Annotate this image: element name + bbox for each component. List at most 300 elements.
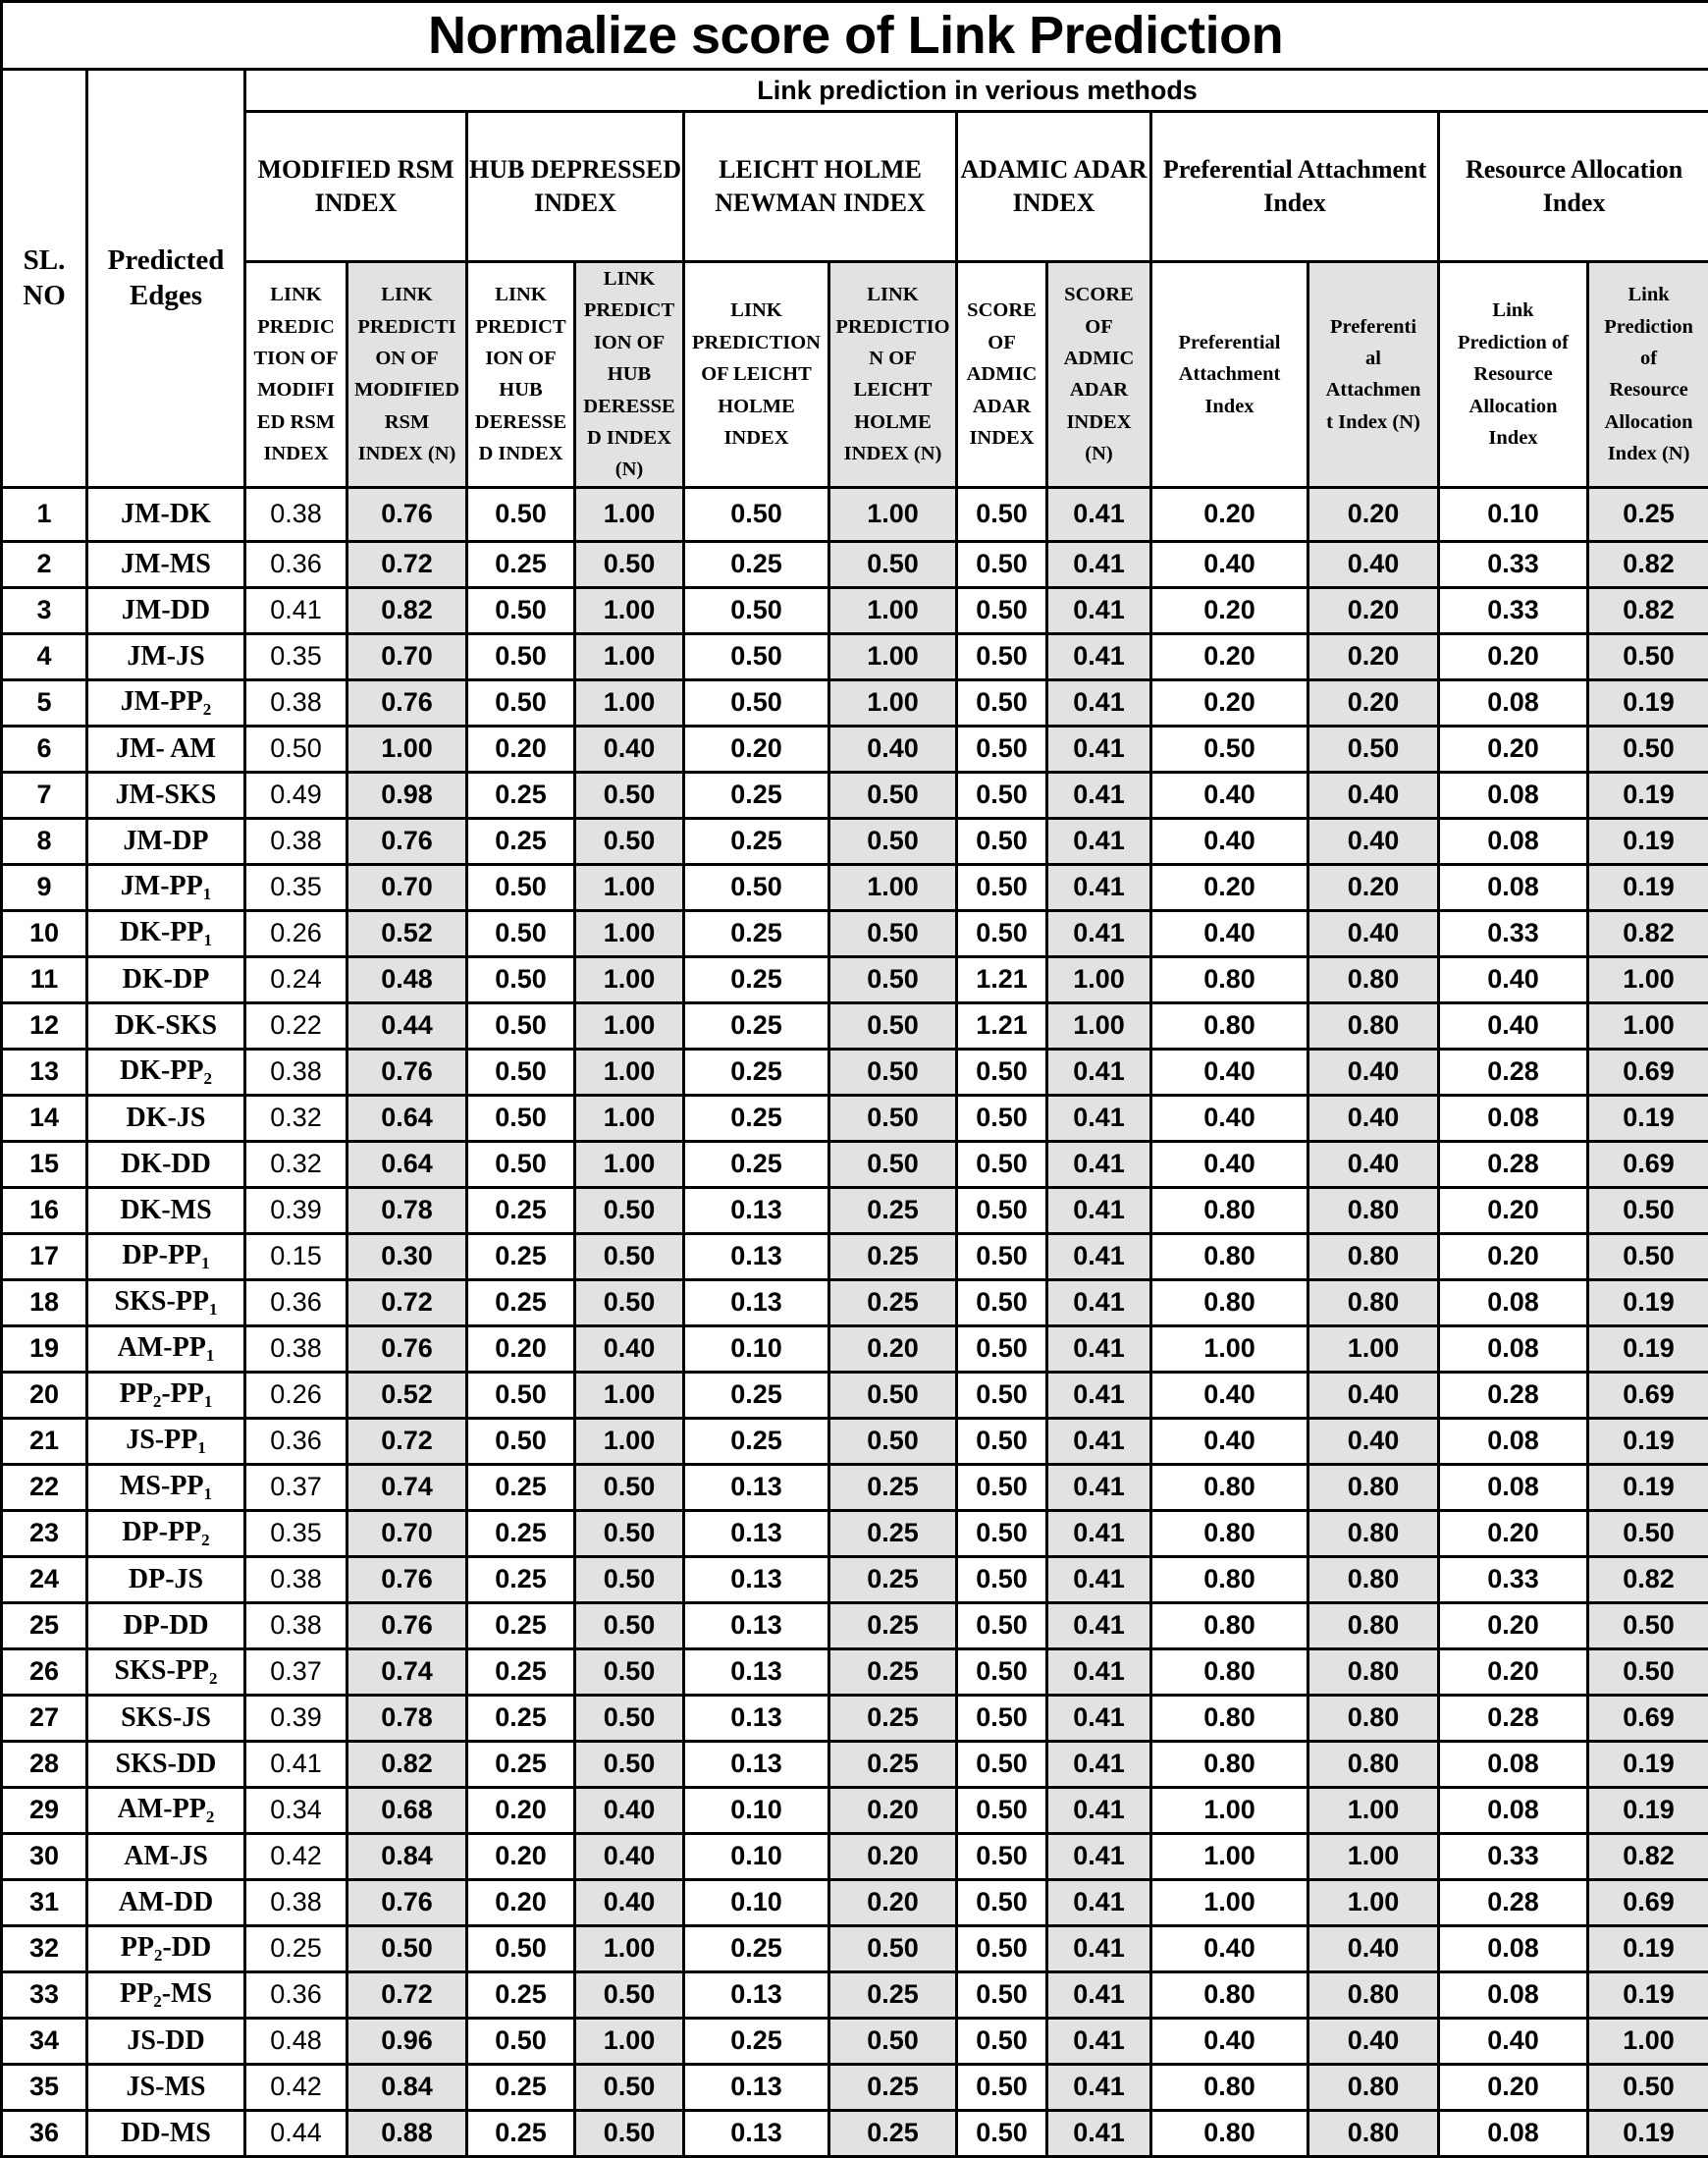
- score-cell-hub-depressed-normalized: 0.50: [575, 1648, 684, 1695]
- column-header-line: SCORE: [958, 295, 1045, 326]
- column-header-line: t Index (N): [1309, 406, 1437, 438]
- score-cell-preferential-attachment-normalized: 0.40: [1308, 541, 1439, 587]
- score-cell-modified-rsm-raw: 0.38: [245, 679, 347, 726]
- score-cell-adamic-adar-normalized: 0.41: [1047, 1418, 1151, 1464]
- score-cell-hub-depressed-raw: 0.50: [467, 910, 575, 956]
- column-header-line: Prediction: [1589, 311, 1708, 343]
- score-cell-hub-depressed-normalized: 0.40: [575, 1787, 684, 1833]
- table-row: [2, 1049, 1708, 1095]
- score-cell-preferential-attachment-normalized: 0.80: [1308, 1741, 1439, 1787]
- score-cell-hub-depressed-raw: 0.50: [467, 1141, 575, 1187]
- score-cell-preferential-attachment-normalized: 0.20: [1308, 864, 1439, 910]
- score-cell-leicht-holme-newman-normalized: 0.50: [829, 1049, 957, 1095]
- score-cell-modified-rsm-normalized: 0.68: [347, 1787, 467, 1833]
- score-cell-resource-allocation-raw: 0.28: [1439, 1141, 1588, 1187]
- score-cell-leicht-holme-newman-normalized: 0.20: [829, 1879, 957, 1925]
- score-cell-resource-allocation-normalized: 0.69: [1588, 1141, 1708, 1187]
- score-cell-preferential-attachment-normalized: 0.80: [1308, 1556, 1439, 1602]
- score-cell-preferential-attachment-normalized: 0.40: [1308, 1418, 1439, 1464]
- score-cell-hub-depressed-normalized: 1.00: [575, 1141, 684, 1187]
- score-cell-preferential-attachment-raw: 0.20: [1151, 864, 1308, 910]
- score-cell-leicht-holme-newman-raw: 0.10: [684, 1879, 829, 1925]
- predicted-edge-cell: [87, 1279, 245, 1325]
- sl-no-header: SL. NO: [2, 70, 87, 488]
- score-cell-adamic-adar-normalized: 0.41: [1047, 2110, 1151, 2156]
- column-header-line: INDEX: [1048, 406, 1149, 438]
- score-cell-modified-rsm-normalized: 0.76: [347, 487, 467, 541]
- column-header-line: HOLME: [830, 406, 955, 438]
- score-cell-resource-allocation-normalized: 0.50: [1588, 1648, 1708, 1695]
- score-cell-modified-rsm-normalized: 0.48: [347, 956, 467, 1002]
- table-row: [2, 1741, 1708, 1787]
- score-cell-leicht-holme-newman-raw: 0.13: [684, 1602, 829, 1648]
- score-cell-adamic-adar-raw: 0.50: [957, 2064, 1047, 2110]
- edge-text: JM-PP: [121, 871, 203, 901]
- score-cell-adamic-adar-raw: 0.50: [957, 1325, 1047, 1372]
- score-cell-adamic-adar-raw: 0.50: [957, 818, 1047, 864]
- sl-no-cell: 36: [2, 2110, 87, 2156]
- score-cell-hub-depressed-normalized: 0.50: [575, 818, 684, 864]
- score-cell-resource-allocation-normalized: 0.19: [1588, 1279, 1708, 1325]
- score-cell-modified-rsm-normalized: 0.70: [347, 633, 467, 679]
- score-cell-resource-allocation-raw: 0.28: [1439, 1879, 1588, 1925]
- score-cell-adamic-adar-normalized: 0.41: [1047, 726, 1151, 772]
- score-cell-preferential-attachment-normalized: 0.40: [1308, 818, 1439, 864]
- score-cell-hub-depressed-raw: 0.25: [467, 2110, 575, 2156]
- score-cell-leicht-holme-newman-normalized: 0.25: [829, 1464, 957, 1510]
- score-cell-adamic-adar-raw: 0.50: [957, 587, 1047, 633]
- score-cell-modified-rsm-normalized: 0.64: [347, 1141, 467, 1187]
- score-cell-hub-depressed-normalized: 0.50: [575, 1233, 684, 1279]
- score-cell-preferential-attachment-raw: 1.00: [1151, 1879, 1308, 1925]
- score-cell-adamic-adar-raw: 0.50: [957, 1095, 1047, 1141]
- score-cell-hub-depressed-raw: 0.20: [467, 1879, 575, 1925]
- score-cell-leicht-holme-newman-raw: 0.25: [684, 541, 829, 587]
- predicted-edge-cell: [87, 956, 245, 1002]
- edge-subscript: 1: [203, 885, 212, 903]
- score-cell-hub-depressed-normalized: 1.00: [575, 864, 684, 910]
- edge-text: DK-JS: [127, 1103, 206, 1133]
- score-cell-adamic-adar-normalized: 1.00: [1047, 956, 1151, 1002]
- score-cell-modified-rsm-normalized: 0.70: [347, 1510, 467, 1556]
- edge-text: MS-PP: [120, 1471, 204, 1501]
- score-cell-modified-rsm-raw: 0.25: [245, 1925, 347, 1971]
- score-cell-resource-allocation-raw: 0.20: [1439, 1233, 1588, 1279]
- predicted-edge-cell: [87, 1833, 245, 1879]
- score-cell-resource-allocation-raw: 0.33: [1439, 587, 1588, 633]
- column-header-line: MODIFI: [246, 374, 346, 405]
- sl-no-cell: 20: [2, 1372, 87, 1418]
- edge-subscript: 2: [201, 1531, 210, 1549]
- column-header-line: INDEX (N): [830, 438, 955, 469]
- score-cell-modified-rsm-raw: 0.32: [245, 1095, 347, 1141]
- score-cell-preferential-attachment-normalized: 0.40: [1308, 772, 1439, 818]
- score-cell-resource-allocation-raw: 0.08: [1439, 1787, 1588, 1833]
- score-cell-adamic-adar-normalized: 0.41: [1047, 2018, 1151, 2064]
- score-cell-resource-allocation-raw: 0.08: [1439, 1741, 1588, 1787]
- score-cell-hub-depressed-raw: 0.20: [467, 1833, 575, 1879]
- score-cell-preferential-attachment-normalized: 0.20: [1308, 587, 1439, 633]
- column-header-line: OF: [958, 327, 1045, 358]
- column-header-adamic-adar-raw: [957, 262, 1047, 488]
- score-cell-leicht-holme-newman-raw: 0.50: [684, 633, 829, 679]
- column-header-line: INDEX: [958, 422, 1045, 454]
- score-cell-modified-rsm-raw: 0.36: [245, 541, 347, 587]
- table-row: [2, 772, 1708, 818]
- score-cell-hub-depressed-normalized: 0.50: [575, 541, 684, 587]
- score-cell-modified-rsm-raw: 0.42: [245, 1833, 347, 1879]
- score-cell-hub-depressed-raw: 0.25: [467, 1556, 575, 1602]
- predicted-edge-cell: [87, 1879, 245, 1925]
- edge-text: SKS-PP: [115, 1286, 209, 1317]
- score-cell-leicht-holme-newman-normalized: 0.50: [829, 1418, 957, 1464]
- column-header-line: ON OF: [348, 343, 465, 374]
- score-cell-preferential-attachment-raw: 0.80: [1151, 2064, 1308, 2110]
- score-cell-hub-depressed-normalized: 0.50: [575, 1556, 684, 1602]
- score-cell-hub-depressed-normalized: 1.00: [575, 956, 684, 1002]
- score-cell-adamic-adar-normalized: 0.41: [1047, 1925, 1151, 1971]
- table-row: [2, 1233, 1708, 1279]
- score-cell-preferential-attachment-raw: 0.80: [1151, 1648, 1308, 1695]
- score-cell-adamic-adar-normalized: 0.41: [1047, 1741, 1151, 1787]
- score-cell-leicht-holme-newman-normalized: 0.50: [829, 1141, 957, 1187]
- score-cell-adamic-adar-normalized: 0.41: [1047, 1325, 1151, 1372]
- score-cell-preferential-attachment-normalized: 0.80: [1308, 1233, 1439, 1279]
- column-header-line: PREDICT: [576, 295, 682, 326]
- score-cell-preferential-attachment-normalized: 0.20: [1308, 679, 1439, 726]
- score-cell-leicht-holme-newman-normalized: 0.50: [829, 2018, 957, 2064]
- score-cell-modified-rsm-normalized: 0.82: [347, 1741, 467, 1787]
- score-cell-preferential-attachment-raw: 0.80: [1151, 1741, 1308, 1787]
- column-header-preferential-attachment-raw: [1151, 262, 1308, 488]
- score-cell-hub-depressed-normalized: 0.40: [575, 1833, 684, 1879]
- predicted-edge-cell: [87, 1418, 245, 1464]
- table-row: [2, 1325, 1708, 1372]
- score-cell-modified-rsm-raw: 0.42: [245, 2064, 347, 2110]
- table-row: [2, 2064, 1708, 2110]
- score-cell-leicht-holme-newman-raw: 0.13: [684, 2110, 829, 2156]
- predicted-edge-cell: [87, 1741, 245, 1787]
- score-cell-preferential-attachment-normalized: 0.80: [1308, 1602, 1439, 1648]
- predicted-edge-cell: [87, 1325, 245, 1372]
- column-header-line: ADMIC: [958, 358, 1045, 390]
- column-header-line: Link: [1589, 279, 1708, 310]
- edge-text: PP: [120, 1978, 153, 2009]
- column-header-line: PREDICTION: [685, 327, 827, 358]
- score-cell-preferential-attachment-raw: 0.20: [1151, 679, 1308, 726]
- score-cell-resource-allocation-raw: 0.08: [1439, 1095, 1588, 1141]
- sl-no-cell: 32: [2, 1925, 87, 1971]
- score-cell-resource-allocation-raw: 0.08: [1439, 1971, 1588, 2018]
- edge-subscript: 1: [204, 1484, 213, 1503]
- score-cell-hub-depressed-normalized: 0.50: [575, 2064, 684, 2110]
- column-header-line: PREDICTI: [348, 311, 465, 343]
- column-header-line: LINK: [246, 279, 346, 310]
- score-cell-hub-depressed-raw: 0.25: [467, 1648, 575, 1695]
- score-cell-resource-allocation-normalized: 0.69: [1588, 1372, 1708, 1418]
- score-cell-adamic-adar-raw: 0.50: [957, 1695, 1047, 1741]
- score-cell-hub-depressed-raw: 0.25: [467, 1971, 575, 2018]
- score-cell-leicht-holme-newman-raw: 0.13: [684, 1648, 829, 1695]
- score-cell-adamic-adar-raw: 1.21: [957, 1002, 1047, 1049]
- edge-subscript: 1: [204, 931, 213, 949]
- score-cell-leicht-holme-newman-normalized: 1.00: [829, 633, 957, 679]
- score-cell-modified-rsm-raw: 0.49: [245, 772, 347, 818]
- score-cell-modified-rsm-raw: 0.36: [245, 1279, 347, 1325]
- score-cell-leicht-holme-newman-raw: 0.25: [684, 1372, 829, 1418]
- score-cell-leicht-holme-newman-raw: 0.50: [684, 487, 829, 541]
- predicted-edge-cell: [87, 2018, 245, 2064]
- score-cell-preferential-attachment-normalized: 0.50: [1308, 726, 1439, 772]
- score-cell-modified-rsm-raw: 0.38: [245, 1049, 347, 1095]
- score-cell-hub-depressed-normalized: 1.00: [575, 1418, 684, 1464]
- score-cell-hub-depressed-normalized: 1.00: [575, 587, 684, 633]
- score-cell-hub-depressed-raw: 0.25: [467, 818, 575, 864]
- score-cell-hub-depressed-normalized: 1.00: [575, 1925, 684, 1971]
- score-cell-adamic-adar-normalized: 0.41: [1047, 2064, 1151, 2110]
- score-cell-preferential-attachment-normalized: 0.80: [1308, 1464, 1439, 1510]
- score-cell-adamic-adar-raw: 0.50: [957, 726, 1047, 772]
- score-cell-leicht-holme-newman-normalized: 1.00: [829, 679, 957, 726]
- score-cell-resource-allocation-raw: 0.28: [1439, 1695, 1588, 1741]
- edge-subscript: 1: [201, 1254, 210, 1272]
- score-cell-modified-rsm-normalized: 0.30: [347, 1233, 467, 1279]
- score-cell-resource-allocation-raw: 0.08: [1439, 1279, 1588, 1325]
- edge-text: DK-DP: [123, 964, 210, 995]
- table-row: [2, 1833, 1708, 1879]
- score-cell-modified-rsm-normalized: 0.96: [347, 2018, 467, 2064]
- score-cell-modified-rsm-normalized: 0.98: [347, 772, 467, 818]
- table-row: [2, 956, 1708, 1002]
- edge-text: -PP: [161, 1378, 204, 1409]
- predicted-edge-cell: [87, 1556, 245, 1602]
- column-header-line: Preferential: [1152, 327, 1307, 358]
- score-cell-modified-rsm-normalized: 0.72: [347, 541, 467, 587]
- edge-text: JM-DD: [122, 595, 210, 625]
- predicted-edge-cell: [87, 1510, 245, 1556]
- sl-no-cell: 16: [2, 1187, 87, 1233]
- score-cell-resource-allocation-normalized: 0.69: [1588, 1879, 1708, 1925]
- score-cell-adamic-adar-normalized: 1.00: [1047, 1002, 1151, 1049]
- predicted-edge-cell: [87, 1971, 245, 2018]
- score-cell-leicht-holme-newman-raw: 0.10: [684, 1787, 829, 1833]
- score-cell-leicht-holme-newman-raw: 0.13: [684, 1741, 829, 1787]
- sl-no-cell: 11: [2, 956, 87, 1002]
- score-cell-resource-allocation-normalized: 0.69: [1588, 1695, 1708, 1741]
- score-cell-preferential-attachment-raw: 0.80: [1151, 1279, 1308, 1325]
- edge-subscript: 1: [197, 1438, 206, 1457]
- score-cell-hub-depressed-raw: 0.20: [467, 726, 575, 772]
- score-cell-resource-allocation-normalized: 0.50: [1588, 1233, 1708, 1279]
- edge-text: JS-MS: [127, 2072, 206, 2102]
- group-header-hub-depressed: HUB DEPRESSED INDEX: [467, 112, 684, 262]
- edge-text: SKS-JS: [121, 1702, 211, 1733]
- score-cell-adamic-adar-normalized: 0.41: [1047, 1695, 1151, 1741]
- score-cell-modified-rsm-normalized: 0.52: [347, 1372, 467, 1418]
- score-cell-adamic-adar-raw: 0.50: [957, 1833, 1047, 1879]
- table-row: [2, 1602, 1708, 1648]
- score-cell-hub-depressed-normalized: 0.50: [575, 1464, 684, 1510]
- predicted-edge-cell: [87, 726, 245, 772]
- score-cell-leicht-holme-newman-raw: 0.13: [684, 1464, 829, 1510]
- score-cell-leicht-holme-newman-normalized: 0.20: [829, 1787, 957, 1833]
- score-cell-leicht-holme-newman-raw: 0.25: [684, 818, 829, 864]
- column-header-line: of: [1589, 343, 1708, 374]
- score-cell-modified-rsm-raw: 0.37: [245, 1464, 347, 1510]
- edge-text: JM-DP: [123, 826, 208, 856]
- score-cell-preferential-attachment-raw: 0.80: [1151, 1510, 1308, 1556]
- score-cell-leicht-holme-newman-normalized: 0.25: [829, 2110, 957, 2156]
- sl-no-cell: 23: [2, 1510, 87, 1556]
- predicted-edge-cell: [87, 1049, 245, 1095]
- predicted-edge-cell: [87, 587, 245, 633]
- score-cell-hub-depressed-raw: 0.25: [467, 1187, 575, 1233]
- score-cell-resource-allocation-normalized: 1.00: [1588, 956, 1708, 1002]
- sl-no-cell: 24: [2, 1556, 87, 1602]
- score-cell-resource-allocation-raw: 0.33: [1439, 1556, 1588, 1602]
- score-cell-resource-allocation-normalized: 0.19: [1588, 772, 1708, 818]
- score-cell-hub-depressed-raw: 0.25: [467, 1464, 575, 1510]
- score-cell-preferential-attachment-raw: 0.20: [1151, 587, 1308, 633]
- score-cell-preferential-attachment-normalized: 0.40: [1308, 1049, 1439, 1095]
- column-header-line: MODIFIED: [348, 374, 465, 405]
- score-cell-resource-allocation-raw: 0.08: [1439, 864, 1588, 910]
- score-cell-resource-allocation-normalized: 0.19: [1588, 679, 1708, 726]
- score-cell-adamic-adar-normalized: 0.41: [1047, 1833, 1151, 1879]
- score-cell-modified-rsm-raw: 0.38: [245, 1879, 347, 1925]
- score-cell-preferential-attachment-raw: 0.40: [1151, 818, 1308, 864]
- score-cell-preferential-attachment-normalized: 0.80: [1308, 1279, 1439, 1325]
- score-cell-leicht-holme-newman-normalized: 0.25: [829, 1510, 957, 1556]
- score-cell-leicht-holme-newman-raw: 0.10: [684, 1325, 829, 1372]
- score-cell-modified-rsm-raw: 0.26: [245, 910, 347, 956]
- predicted-edge-cell: [87, 1925, 245, 1971]
- score-cell-hub-depressed-normalized: 0.50: [575, 2110, 684, 2156]
- score-cell-leicht-holme-newman-normalized: 0.50: [829, 818, 957, 864]
- column-header-line: al: [1309, 343, 1437, 374]
- column-header-line: LINK: [576, 263, 682, 295]
- column-header-line: INDEX (N): [348, 438, 465, 469]
- score-cell-hub-depressed-normalized: 0.50: [575, 1602, 684, 1648]
- score-cell-leicht-holme-newman-normalized: 0.25: [829, 1602, 957, 1648]
- edge-text: DP-DD: [123, 1610, 208, 1641]
- score-cell-resource-allocation-normalized: 0.50: [1588, 2064, 1708, 2110]
- score-cell-adamic-adar-normalized: 0.41: [1047, 1279, 1151, 1325]
- score-cell-leicht-holme-newman-raw: 0.50: [684, 864, 829, 910]
- score-cell-modified-rsm-normalized: 0.76: [347, 1049, 467, 1095]
- column-header-line: (N): [1048, 438, 1149, 469]
- edge-subscript: 1: [209, 1300, 218, 1319]
- edge-subscript: 2: [204, 1069, 213, 1088]
- score-cell-preferential-attachment-normalized: 1.00: [1308, 1787, 1439, 1833]
- score-cell-adamic-adar-normalized: 0.41: [1047, 1556, 1151, 1602]
- score-cell-modified-rsm-raw: 0.38: [245, 1602, 347, 1648]
- score-cell-leicht-holme-newman-raw: 0.10: [684, 1833, 829, 1879]
- predicted-edge-cell: [87, 864, 245, 910]
- column-header-line: ADAR: [958, 391, 1045, 422]
- score-cell-resource-allocation-normalized: 0.19: [1588, 1787, 1708, 1833]
- score-cell-adamic-adar-normalized: 0.41: [1047, 679, 1151, 726]
- column-header-line: Preferenti: [1309, 311, 1437, 343]
- column-header-line: Attachment: [1152, 358, 1307, 390]
- score-cell-modified-rsm-raw: 0.50: [245, 726, 347, 772]
- edge-text: JM- AM: [116, 733, 216, 764]
- score-cell-modified-rsm-normalized: 0.88: [347, 2110, 467, 2156]
- table-row: [2, 2018, 1708, 2064]
- score-cell-modified-rsm-raw: 0.48: [245, 2018, 347, 2064]
- score-cell-adamic-adar-raw: 0.50: [957, 772, 1047, 818]
- predicted-edge-cell: [87, 1187, 245, 1233]
- score-cell-resource-allocation-normalized: 0.19: [1588, 1741, 1708, 1787]
- score-cell-resource-allocation-normalized: 0.82: [1588, 1833, 1708, 1879]
- score-cell-preferential-attachment-normalized: 0.80: [1308, 956, 1439, 1002]
- table-row: [2, 1279, 1708, 1325]
- sl-no-cell: 13: [2, 1049, 87, 1095]
- score-cell-leicht-holme-newman-raw: 0.13: [684, 1233, 829, 1279]
- edge-text: SKS-PP: [115, 1655, 209, 1686]
- score-cell-preferential-attachment-normalized: 0.40: [1308, 1141, 1439, 1187]
- sl-no-cell: 7: [2, 772, 87, 818]
- score-cell-modified-rsm-raw: 0.41: [245, 1741, 347, 1787]
- score-cell-adamic-adar-raw: 0.50: [957, 1233, 1047, 1279]
- score-cell-modified-rsm-normalized: 0.72: [347, 1279, 467, 1325]
- score-cell-leicht-holme-newman-normalized: 1.00: [829, 864, 957, 910]
- score-cell-resource-allocation-normalized: 0.19: [1588, 818, 1708, 864]
- score-cell-hub-depressed-normalized: 0.40: [575, 726, 684, 772]
- edge-text: SKS-DD: [116, 1749, 217, 1779]
- score-cell-adamic-adar-normalized: 0.41: [1047, 772, 1151, 818]
- table-row: [2, 633, 1708, 679]
- score-cell-adamic-adar-normalized: 0.41: [1047, 1464, 1151, 1510]
- column-header-line: Index: [1440, 422, 1586, 454]
- table-row: [2, 1002, 1708, 1049]
- score-cell-adamic-adar-normalized: 0.41: [1047, 1648, 1151, 1695]
- score-cell-preferential-attachment-raw: 0.80: [1151, 1556, 1308, 1602]
- score-cell-hub-depressed-normalized: 1.00: [575, 1002, 684, 1049]
- table-row: [2, 487, 1708, 541]
- predicted-edge-cell: [87, 1372, 245, 1418]
- edge-text: DD-MS: [121, 2118, 211, 2148]
- edge-text: DP-PP: [122, 1240, 201, 1270]
- score-cell-preferential-attachment-normalized: 0.40: [1308, 2018, 1439, 2064]
- group-header-modified-rsm: MODIFIED RSM INDEX: [245, 112, 467, 262]
- column-header-line: D INDEX: [576, 422, 682, 454]
- score-cell-leicht-holme-newman-normalized: 0.50: [829, 541, 957, 587]
- score-cell-resource-allocation-normalized: 0.19: [1588, 1325, 1708, 1372]
- score-cell-hub-depressed-raw: 0.50: [467, 1002, 575, 1049]
- column-header-hub-depressed-raw: [467, 262, 575, 488]
- score-cell-adamic-adar-normalized: 0.41: [1047, 1510, 1151, 1556]
- column-header-leicht-holme-newman-raw: [684, 262, 829, 488]
- score-cell-preferential-attachment-raw: 0.40: [1151, 2018, 1308, 2064]
- sl-no-cell: 33: [2, 1971, 87, 2018]
- score-cell-leicht-holme-newman-raw: 0.13: [684, 1556, 829, 1602]
- predicted-edge-cell: [87, 910, 245, 956]
- edge-text: DK-SKS: [115, 1010, 217, 1041]
- score-cell-leicht-holme-newman-raw: 0.25: [684, 1418, 829, 1464]
- table-row: [2, 818, 1708, 864]
- score-cell-resource-allocation-normalized: 0.19: [1588, 1418, 1708, 1464]
- edge-text: AM-DD: [119, 1887, 213, 1917]
- score-cell-modified-rsm-raw: 0.34: [245, 1787, 347, 1833]
- score-cell-adamic-adar-raw: 0.50: [957, 1971, 1047, 2018]
- score-cell-modified-rsm-normalized: 0.74: [347, 1648, 467, 1695]
- score-cell-adamic-adar-raw: 0.50: [957, 1602, 1047, 1648]
- score-cell-leicht-holme-newman-normalized: 0.20: [829, 1325, 957, 1372]
- score-cell-hub-depressed-raw: 0.25: [467, 1233, 575, 1279]
- column-header-hub-depressed-normalized: [575, 262, 684, 488]
- table-row: [2, 910, 1708, 956]
